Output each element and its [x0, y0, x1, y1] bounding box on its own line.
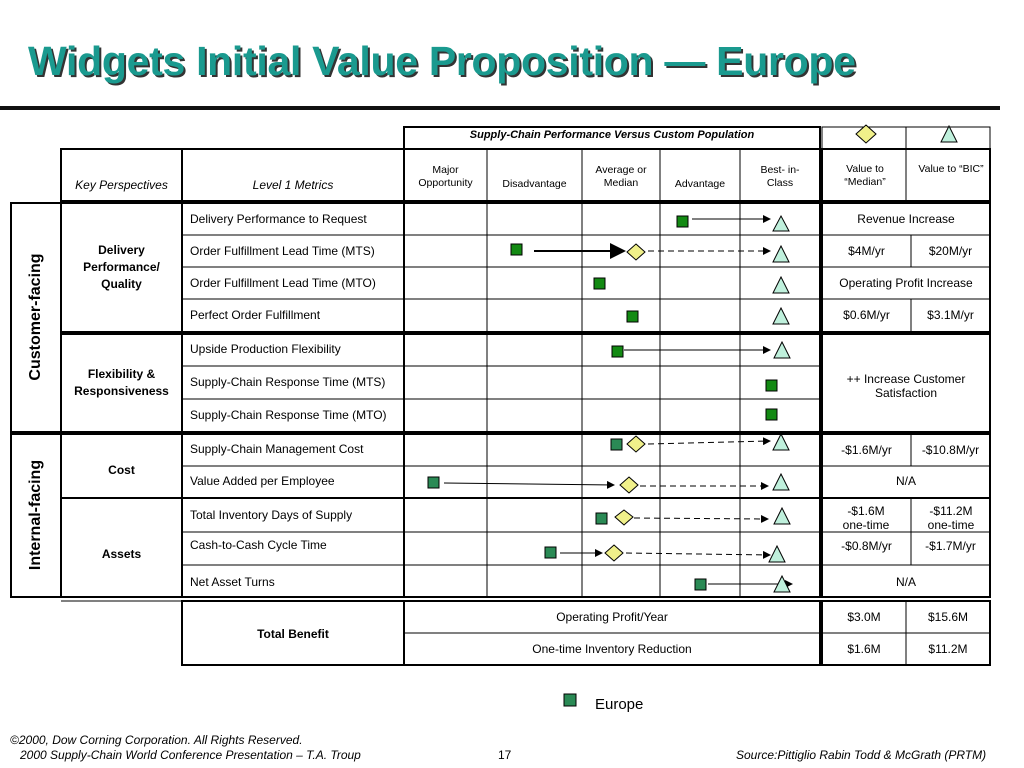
bic-marker — [773, 246, 789, 262]
copyright-text: 2000, Dow Corning Corporation. All Rights Reserved. — [18, 733, 303, 747]
metric-label: Supply-Chain Response Time (MTS) — [190, 375, 386, 389]
revenue-increase-label: Revenue Increase — [857, 212, 955, 226]
col-average-median: Average or Median — [595, 164, 647, 189]
value-added-na: N/A — [895, 474, 916, 488]
value-to-median-header: Value to “Median” — [844, 163, 886, 188]
median-marker — [627, 244, 645, 260]
key-perspectives-header: Key Perspectives — [75, 178, 168, 192]
bic-marker — [773, 216, 789, 231]
page-number: 17 — [498, 748, 512, 762]
op-median-value: $0.6M/yr — [843, 308, 890, 322]
net-asset-na: N/A — [895, 575, 916, 589]
metric-label: Net Asset Turns — [190, 575, 275, 589]
rev-bic-value: $20M/yr — [928, 244, 973, 258]
europe-marker — [511, 244, 522, 255]
op-bic-value: $3.1M/yr — [927, 308, 974, 322]
performance-header: Supply-Chain Performance Versus Custom Population — [469, 129, 755, 141]
metric-label: Delivery Performance to Request — [190, 212, 367, 226]
bic-marker — [774, 342, 790, 358]
customer-satisfaction-label: ++ Increase Customer Satisfaction — [846, 372, 966, 400]
median-marker — [627, 436, 645, 452]
europe-marker — [766, 380, 777, 391]
op-profit-increase-label: Operating Profit Increase — [839, 276, 973, 290]
perspective-assets: Assets — [101, 547, 142, 561]
europe-marker — [611, 439, 622, 450]
europe-marker — [695, 579, 706, 590]
europe-legend-square — [564, 694, 576, 706]
bic-marker — [773, 474, 789, 490]
metric-label: Order Fulfillment Lead Time (MTS) — [190, 244, 375, 258]
presentation-footer: 2000 Supply-Chain World Conference Presentation – T.A. Troup — [20, 748, 361, 762]
median-marker — [605, 545, 623, 561]
rev-median-value: $4M/yr — [848, 244, 885, 258]
value-to-bic-header: Value to “BIC” — [918, 163, 984, 175]
perspective-delivery: Delivery Performance/ Quality — [83, 243, 160, 291]
total-inv-bic: $11.2M — [928, 642, 968, 656]
inventory-median-value: -$1.6M one-time — [842, 504, 890, 532]
metric-label: Upside Production Flexibility — [190, 342, 341, 356]
europe-marker — [545, 547, 556, 558]
page-title: Widgets Initial Value Proposition — Europe — [28, 38, 856, 84]
operating-profit-year-label: Operating Profit/Year — [556, 610, 668, 624]
col-advantage: Advantage — [674, 178, 726, 190]
europe-marker — [677, 216, 688, 227]
median-marker — [615, 510, 633, 525]
internal-facing-label: Internal-facing — [27, 459, 44, 571]
perspective-flexibility: Flexibility & Responsiveness — [74, 367, 169, 398]
bic-marker — [773, 277, 789, 293]
sc-cost-bic-value: -$10.8M/yr — [921, 443, 980, 457]
metric-label: Supply-Chain Response Time (MTO) — [190, 408, 387, 422]
perspective-cost: Cost — [108, 463, 135, 477]
europe-marker — [612, 346, 623, 357]
sc-cost-median-value: -$1.6M/yr — [841, 443, 892, 457]
col-header-left — [61, 149, 404, 201]
metric-label: Total Inventory Days of Supply — [190, 508, 353, 522]
europe-marker — [627, 311, 638, 322]
metric-label: Value Added per Employee — [190, 474, 335, 488]
median-marker — [620, 477, 638, 493]
total-benefit-label: Total Benefit — [257, 627, 329, 641]
metric-label: Supply-Chain Management Cost — [190, 442, 364, 456]
europe-legend-label: Europe — [595, 696, 644, 713]
bic-marker — [773, 308, 789, 324]
inventory-reduction-label: One-time Inventory Reduction — [532, 642, 692, 656]
customer-facing-label: Customer-facing — [27, 253, 44, 381]
bic-marker — [774, 508, 790, 524]
metric-label: Cash-to-Cash Cycle Time — [190, 538, 327, 552]
europe-marker — [594, 278, 605, 289]
col-best-in-class: Best- in-Class — [760, 164, 800, 189]
c2c-median-value: -$0.8M/yr — [841, 539, 892, 553]
bic-legend-triangle — [941, 126, 957, 142]
metric-label: Perfect Order Fulfillment — [190, 308, 321, 322]
bic-marker — [769, 546, 785, 562]
bic-marker — [773, 434, 789, 450]
total-op-median: $3.0M — [847, 610, 881, 624]
copyright-footer — [10, 733, 303, 747]
europe-marker — [596, 513, 607, 524]
source-footer: Source:Pittiglio Rabin Todd & McGrath (PRTM) — [736, 748, 987, 762]
level1-metrics-header: Level 1 Metrics — [252, 178, 334, 192]
col-major-opportunity: Major Opportunity — [418, 164, 473, 189]
total-op-bic: $15.6M — [927, 610, 969, 624]
total-inv-median: $1.6M — [847, 642, 881, 656]
europe-marker — [766, 409, 777, 420]
inventory-bic-value: -$11.2M one-time — [927, 504, 975, 532]
metric-label: Order Fulfillment Lead Time (MTO) — [190, 276, 376, 290]
median-legend-diamond — [856, 125, 876, 143]
copyright-icon: © — [10, 733, 19, 747]
europe-marker — [428, 477, 439, 488]
col-disadvantage: Disadvantage — [502, 178, 567, 190]
c2c-bic-value: -$1.7M/yr — [925, 539, 976, 553]
